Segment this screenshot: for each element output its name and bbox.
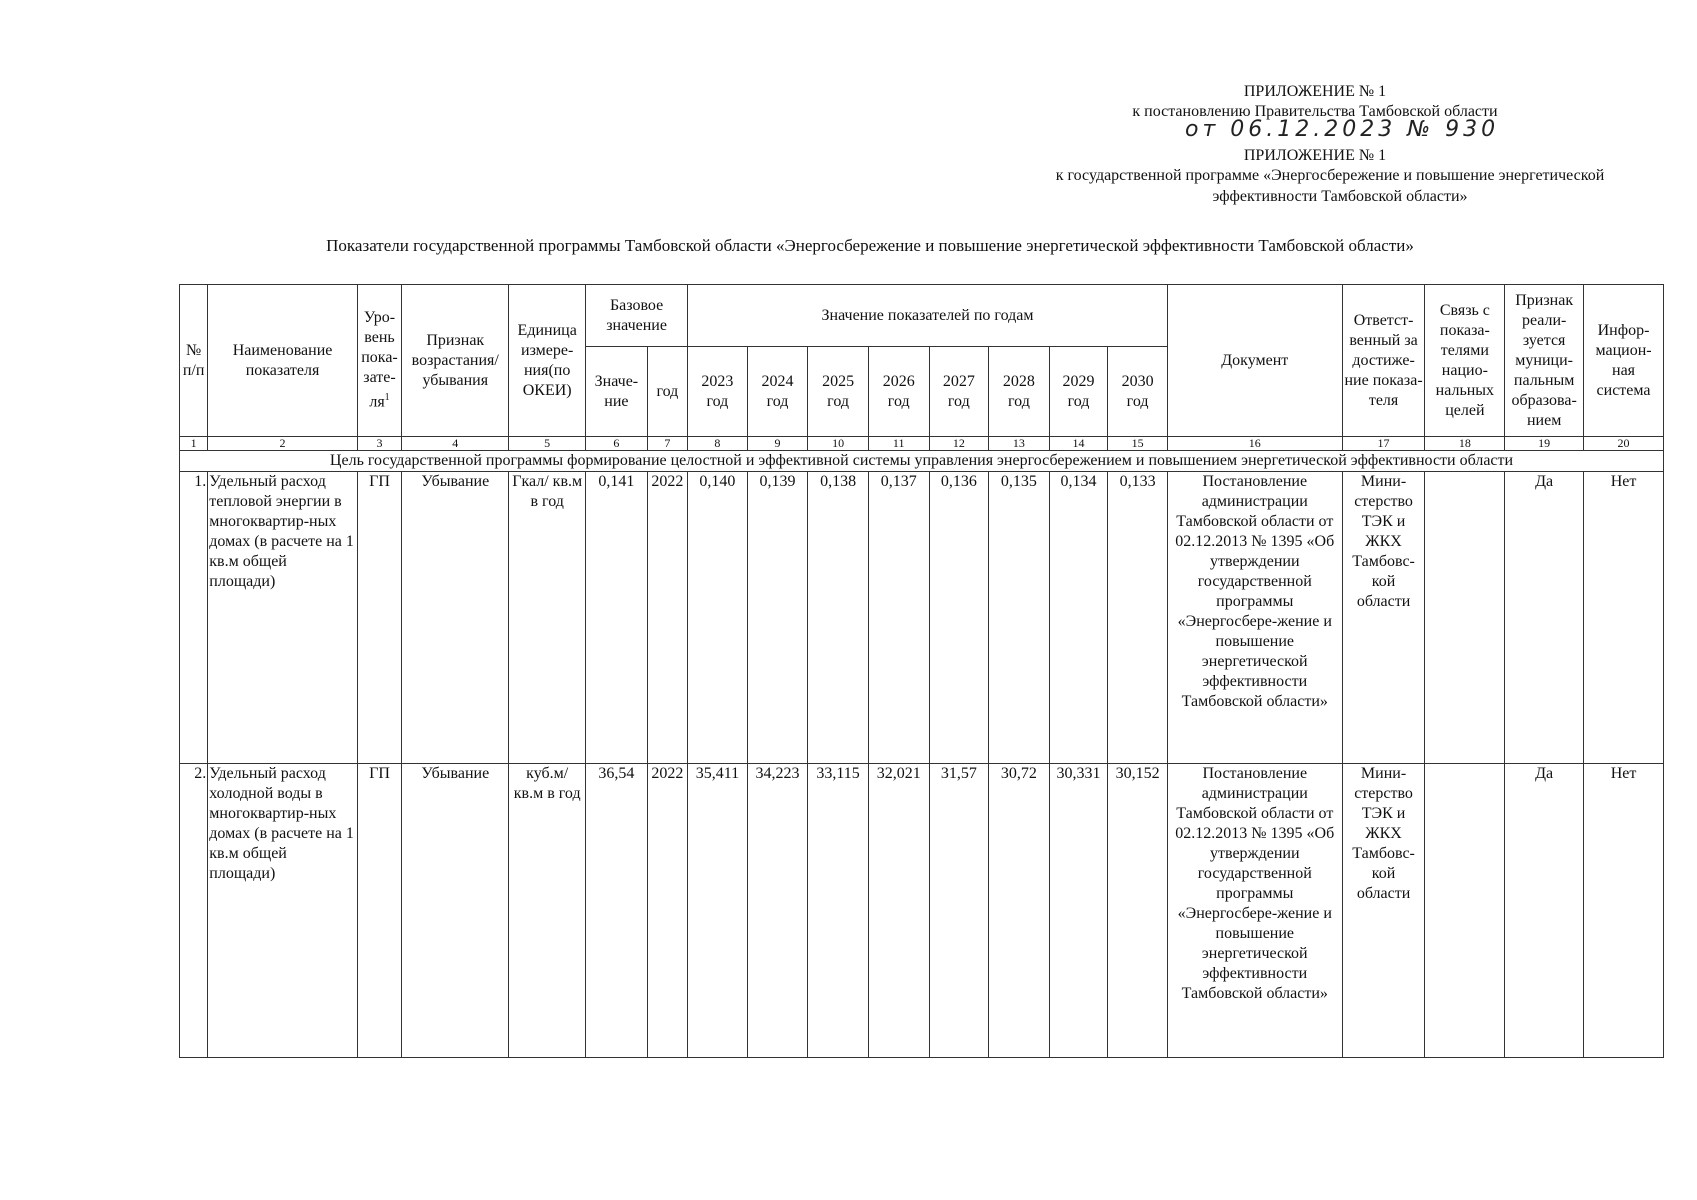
column-number: 19 (1505, 437, 1584, 451)
header-municipal: Признак реали-зуется муници-пальным образова-нием (1505, 285, 1584, 437)
header-base-value: Значе-ние (586, 347, 648, 437)
indicator-level: ГП (357, 472, 401, 764)
base-year: 2022 (647, 764, 687, 1058)
table-row (180, 472, 1664, 764)
year-value: 32,021 (868, 764, 929, 1058)
indicators-table (179, 284, 1664, 1058)
year-value: 30,152 (1108, 764, 1168, 1058)
column-number: 2 (208, 437, 358, 451)
document: Постановление администрации Тамбовской области от 02.12.2013 № 1395 «Об утверждении государственной программы «Энергосбере-жение и повышение энергетической эффективности Тамбовской области» (1167, 764, 1342, 1058)
row-number: 1. (180, 472, 208, 764)
responsible: Мини-стерство ТЭК и ЖКХ Тамбовс-кой области (1342, 764, 1425, 1058)
table-row (180, 764, 1664, 1058)
header-year: 2023 год (688, 347, 748, 437)
indicator-unit: Гкал/ кв.м в год (509, 472, 586, 764)
national-goals-link (1425, 764, 1505, 1058)
indicator-unit: куб.м/ кв.м в год (509, 764, 586, 1058)
column-number: 16 (1167, 437, 1342, 451)
year-value: 0,133 (1108, 472, 1168, 764)
column-number: 4 (402, 437, 509, 451)
header-base: Базовое значение (586, 285, 688, 347)
appendix-ref-decree: к постановлению Правительства Тамбовской области (1132, 103, 1498, 120)
header-link-national-goals: Связь с показа-телями нацио-нальных целей (1425, 285, 1505, 437)
base-value: 36,54 (586, 764, 648, 1058)
info-system: Нет (1584, 472, 1664, 764)
year-value: 0,135 (989, 472, 1050, 764)
column-number: 1 (180, 437, 208, 451)
municipal-flag: Да (1505, 764, 1584, 1058)
indicator-sign: Убывание (402, 764, 509, 1058)
header-info-system: Инфор-мацион-ная система (1584, 285, 1664, 437)
year-value: 0,137 (868, 472, 929, 764)
year-value: 0,136 (929, 472, 989, 764)
column-number: 3 (357, 437, 401, 451)
row-number: 2. (180, 764, 208, 1058)
base-year: 2022 (647, 472, 687, 764)
column-number-row (180, 437, 1664, 451)
column-number: 11 (868, 437, 929, 451)
appendix-ref-program-1: к государственной программе «Энергосбережение и повышение энергетической (1055, 167, 1605, 184)
year-value: 0,138 (808, 472, 869, 764)
column-number: 20 (1584, 437, 1664, 451)
appendix-label-2: ПРИЛОЖЕНИЕ № 1 (1243, 147, 1387, 164)
header-name: Наименование показателя (208, 285, 358, 437)
header-year: 2026 год (868, 347, 929, 437)
header-year: 2027 год (929, 347, 989, 437)
appendix-label-1: ПРИЛОЖЕНИЕ № 1 (1243, 83, 1387, 100)
appendix-ref-program-2: эффективности Тамбовской области» (1212, 188, 1468, 205)
goal-row (180, 451, 1664, 472)
column-number: 12 (929, 437, 989, 451)
year-value: 0,139 (747, 472, 808, 764)
column-number: 17 (1342, 437, 1425, 451)
national-goals-link (1425, 472, 1505, 764)
column-number: 13 (989, 437, 1050, 451)
year-value: 34,223 (747, 764, 808, 1058)
column-number: 9 (747, 437, 808, 451)
header-document: Документ (1167, 285, 1342, 437)
municipal-flag: Да (1505, 472, 1584, 764)
header-responsible: Ответст-венный за достиже-ние показа-теля (1342, 285, 1425, 437)
header-year: 2024 год (747, 347, 808, 437)
page-title: Показатели государственной программы Тамбовской области «Энергосбережение и повышение энергетической эффективности Тамбовской области» (326, 236, 1414, 255)
year-value: 0,140 (688, 472, 748, 764)
column-number: 7 (647, 437, 687, 451)
indicator-sign: Убывание (402, 472, 509, 764)
column-number: 18 (1425, 437, 1505, 451)
year-value: 33,115 (808, 764, 869, 1058)
column-number: 15 (1108, 437, 1168, 451)
header-year: 2030 год (1108, 347, 1168, 437)
responsible: Мини-стерство ТЭК и ЖКХ Тамбовс-кой области (1342, 472, 1425, 764)
base-value: 0,141 (586, 472, 648, 764)
header-year: 2029 год (1049, 347, 1108, 437)
header-values-by-year: Значение показателей по годам (688, 285, 1168, 347)
year-value: 30,72 (989, 764, 1050, 1058)
program-goal: Цель государственной программы формирование целостной и эффективной системы управления энергосбережением и повышением энергетической эффективности области (180, 451, 1664, 472)
column-number: 6 (586, 437, 648, 451)
column-number: 5 (509, 437, 586, 451)
column-number: 10 (808, 437, 869, 451)
handwritten-date-number: от 06.12.2023 № 930 (1185, 117, 1500, 142)
year-value: 30,331 (1049, 764, 1108, 1058)
header-sign: Признак возрастания/ убывания (402, 285, 509, 437)
column-number: 14 (1049, 437, 1108, 451)
indicator-level: ГП (357, 764, 401, 1058)
indicator-name: Удельный расход тепловой энергии в многоквартир-ных домах (в расчете на 1 кв.м общей площади) (208, 472, 358, 764)
header-year: 2025 год (808, 347, 869, 437)
column-number: 8 (688, 437, 748, 451)
year-value: 35,411 (688, 764, 748, 1058)
header-num: № п/п (180, 285, 208, 437)
header-unit: Единица измере-ния(по ОКЕИ) (509, 285, 586, 437)
document: Постановление администрации Тамбовской области от 02.12.2013 № 1395 «Об утверждении государственной программы «Энергосбере-жение и повышение энергетической эффективности Тамбовской области» (1167, 472, 1342, 764)
header-year: 2028 год (989, 347, 1050, 437)
header-base-year: год (647, 347, 687, 437)
header-level: Уро-вень пока-$зате-ля^1$ (357, 285, 401, 437)
indicator-name: Удельный расход холодной воды в многоквартир-ных домах (в расчете на 1 кв.м общей площади) (208, 764, 358, 1058)
info-system: Нет (1584, 764, 1664, 1058)
year-value: 0,134 (1049, 472, 1108, 764)
year-value: 31,57 (929, 764, 989, 1058)
